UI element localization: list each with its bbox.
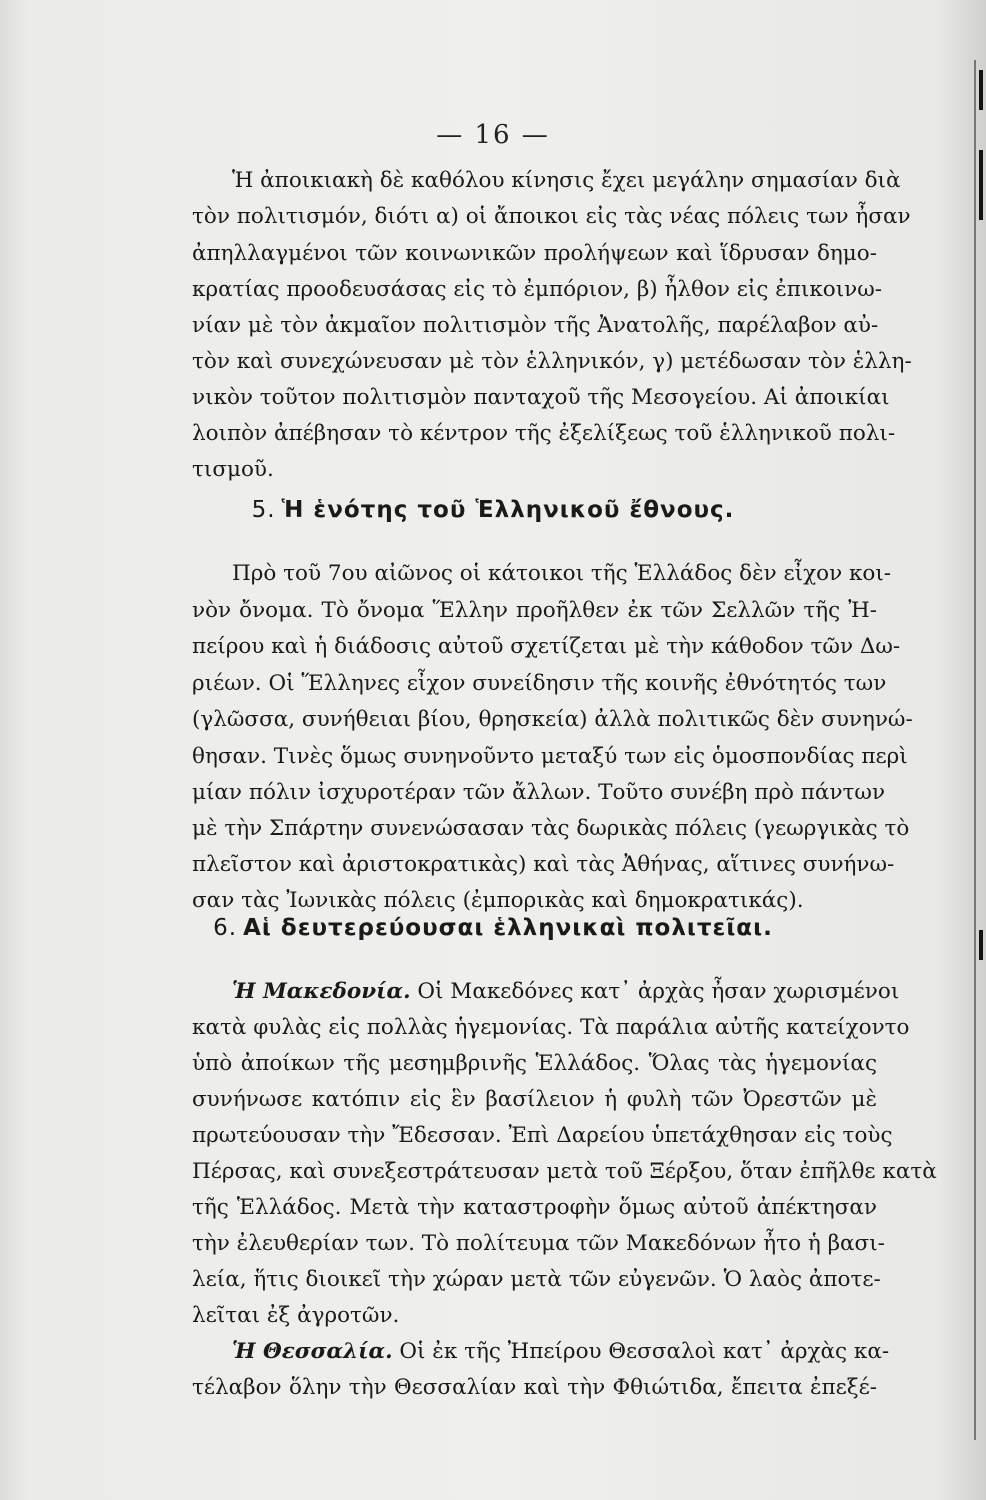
text-line: πλεῖστον καὶ ἀριστοκρατικὰς) καὶ τὰς Ἀθήνας, αἵτινες συνήνω- xyxy=(192,852,895,877)
text-line xyxy=(232,1335,890,1369)
text-line: τισμοῦ. xyxy=(192,457,274,482)
text-line: τὴν ἐλευθερίαν των. Τὸ πολίτευμα τῶν Μακεδόνων ἦτο ἡ βασι- xyxy=(192,1231,885,1256)
text-span: Οἱ ἐκ τῆς Ἠπείρου Θεσσαλοὶ κατ᾿ ἀρχὰς κα- xyxy=(399,1339,890,1364)
text-line: (γλῶσσα, συνήθειαι βίου, θρησκεία) ἀλλὰ πολιτικῶς δὲν συνηνώ- xyxy=(192,707,913,732)
text-line: νικὸν τοῦτον πολιτισμὸν πανταχοῦ τῆς Μεσογείου. Αἱ ἀποικίαι xyxy=(192,385,890,410)
text-line: τὸν καὶ συνεχώνευσαν μὲ τὸν ἑλληνικόν, γ) μετέδωσαν τὸν ἑλλη- xyxy=(192,349,912,374)
text-span: Οἱ Μακεδόνες κατ᾿ ἀρχὰς ἦσαν χωρισμένοι xyxy=(417,979,900,1004)
text-line: σαν τὰς Ἰωνικὰς πόλεις (ἐμπορικὰς καὶ δημοκρατικάς). xyxy=(192,888,804,913)
text-line: τέλαβον ὅλην τὴν Θεσσαλίαν καὶ τὴν Φθιώτιδα, ἔπειτα ἐπεξέ- xyxy=(192,1375,877,1400)
text-line: κρατίας προοδευσάσας εἰς τὸ ἐμπόριον, β) ἦλθον εἰς ἐπικοινω- xyxy=(192,277,883,302)
text-line: νὸν ὄνομα. Τὸ ὄνομα Ἕλλην προῆλθεν ἐκ τῶν Σελλῶν τῆς Ἠ- xyxy=(192,598,877,623)
text-line: μίαν πόλιν ἰσχυροτέραν τῶν ἄλλων. Τοῦτο συνέβη πρὸ πάντων xyxy=(192,780,886,805)
text-line: πρωτεύουσαν τὴν Ἔδεσσαν. Ἐπὶ Δαρείου ὑπετάχθησαν εἰς τοὺς xyxy=(192,1123,893,1148)
section-heading-5 xyxy=(0,497,986,523)
edge-mark xyxy=(979,70,983,110)
text-line: ριέων. Οἱ Ἕλληνες εἶχον συνείδησιν τῆς κοινῆς ἐθνότητός των xyxy=(192,671,887,696)
text-line: λεία, ἥτις διοικεῖ τὴν χώραν μετὰ τῶν εὐγενῶν. Ὁ λαὸς ἀποτε- xyxy=(192,1267,881,1292)
section-heading-6 xyxy=(0,915,986,941)
text-line: κατὰ φυλὰς εἰς πολλὰς ἡγεμονίας. Τὰ παράλια αὐτῆς κατείχοντο xyxy=(192,1015,910,1040)
text-line: συνήνωσε κατόπιν εἰς ἓν βασίλειον ἡ φυλὴ τῶν Ὀρεστῶν μὲ xyxy=(192,1087,877,1112)
text-line xyxy=(232,975,900,1009)
page-edge-shadow xyxy=(974,60,976,1440)
text-line: Ἡ ἀποικιακὴ δὲ καθόλου κίνησις ἔχει μεγάλην σημασίαν διὰ xyxy=(232,168,901,193)
text-line: νίαν μὲ τὸν ἀκμαῖον πολιτισμὸν τῆς Ἀνατολῆς, παρέλαβον αὐ- xyxy=(192,313,879,338)
text-line: Πέρσας, καὶ συνεξεστράτευσαν μετὰ τοῦ Ξέρξου, ὅταν ἐπῆλθε κατὰ xyxy=(192,1159,937,1184)
text-line: Πρὸ τοῦ 7ου αἰῶνος οἱ κάτοικοι τῆς Ἑλλάδος δὲν εἶχον κοι- xyxy=(232,561,892,586)
text-line: λεῖται ἐξ ἀγροτῶν. xyxy=(192,1303,400,1328)
section-title: Ἡ ἑνότης τοῦ Ἑλληνικοῦ ἔθνους. xyxy=(281,497,735,523)
text-line: ὑπὸ ἀποίκων τῆς μεσημβρινῆς Ἑλλάδος. Ὅλας τὰς ἡγεμονίας xyxy=(192,1051,877,1076)
page-number: — 16 — xyxy=(436,120,550,150)
text-line: πείρου καὶ ἡ διάδοσις αὐτοῦ σχετίζεται μὲ τὴν κάθοδον τῶν Δω- xyxy=(192,634,901,659)
subsection-lead-macedonia: Ἡ Μακεδονία. xyxy=(232,979,411,1004)
section-number: 6. xyxy=(213,915,238,941)
edge-mark xyxy=(979,150,983,220)
text-line: μὲ τὴν Σπάρτην συνενώσασαν τὰς δωρικὰς πόλεις (γεωργικὰς τὸ xyxy=(192,816,910,841)
subsection-lead-thessaly: Ἡ Θεσσαλία. xyxy=(232,1339,393,1364)
text-line: ἀπηλλαγμένοι τῶν κοινωνικῶν προλήψεων καὶ ἵδρυσαν δημο- xyxy=(192,241,877,266)
section-number: 5. xyxy=(251,497,276,523)
section-title: Αἱ δευτερεύουσαι ἑλληνικαὶ πολιτεῖαι. xyxy=(243,915,773,941)
text-line: τὸν πολιτισμόν, διότι α) οἱ ἄποικοι εἰς τὰς νέας πόλεις των ἦσαν xyxy=(192,204,911,229)
text-line: τῆς Ἑλλάδος. Μετὰ τὴν καταστροφὴν ὅμως αὐτοῦ ἀπέκτησαν xyxy=(192,1195,877,1220)
text-line: θησαν. Τινὲς ὅμως συνηνοῦντο μεταξύ των εἰς ὁμοσπονδίας περὶ xyxy=(192,744,908,769)
text-line: λοιπὸν ἀπέβησαν τὸ κέντρον τῆς ἐξελίξεως τοῦ ἑλληνικοῦ πολι- xyxy=(192,421,896,446)
